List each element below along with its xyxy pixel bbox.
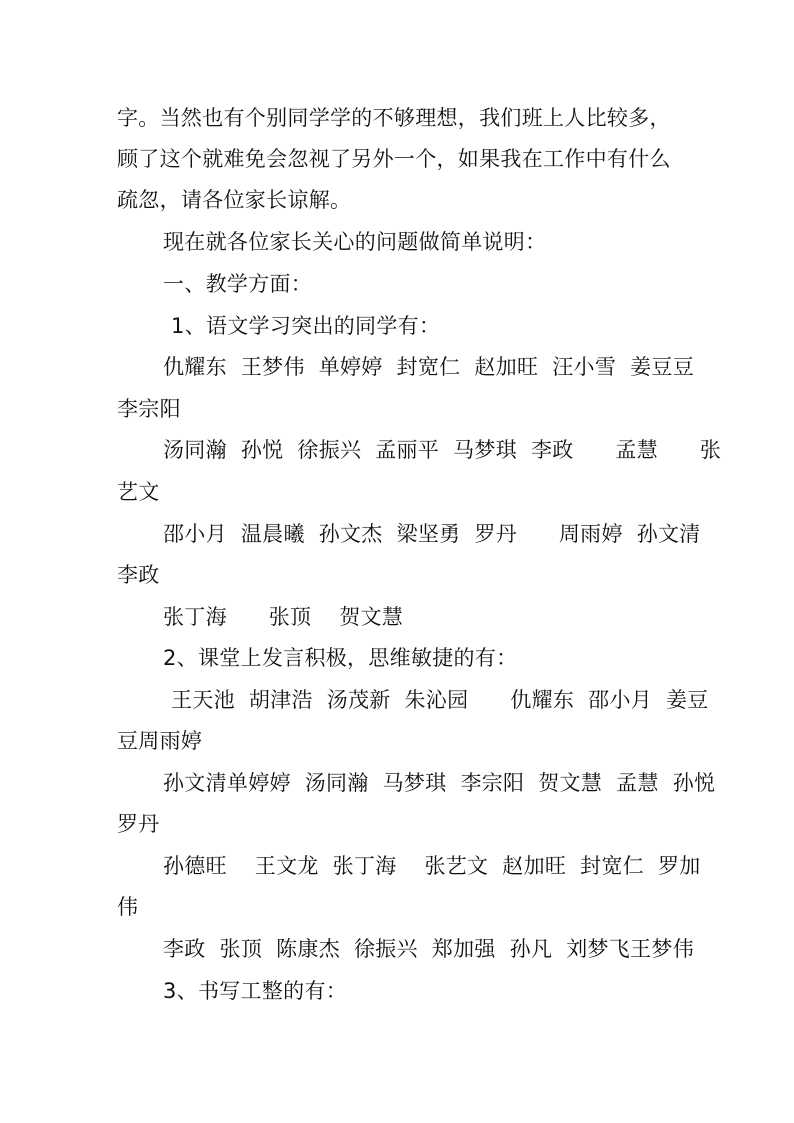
name-list-line: 伟 bbox=[117, 895, 139, 919]
text-line: 字。当然也有个别同学学的不够理想，我们班上人比较多， bbox=[117, 106, 671, 130]
name-list-line: 孙文清单婷婷 汤同瀚 马梦琪 李宗阳 贺文慧 孟慧 孙悦 bbox=[163, 771, 716, 795]
name-list-line: 王天池 胡津浩 汤茂新 朱沁园 仇耀东 邵小月 姜豆 bbox=[171, 688, 709, 712]
name-list-line: 孙德旺 王文龙 张丁海 张艺文 赵加旺 封宽仁 罗加 bbox=[163, 854, 701, 878]
name-list-line: 张丁海 张顶 贺文慧 bbox=[163, 605, 404, 629]
subsection-heading: 3、书写工整的有： bbox=[163, 979, 348, 1003]
text-line: 疏忽，请各位家长谅解。 bbox=[117, 188, 352, 212]
name-list-line: 李宗阳 bbox=[117, 397, 181, 421]
name-list-line: 汤同瀚 孙悦 徐振兴 孟丽平 马梦琪 李政 孟慧 张 bbox=[163, 438, 722, 462]
section-heading: 一、教学方面： bbox=[163, 272, 313, 296]
name-list-line: 罗丹 bbox=[117, 812, 160, 836]
name-list-line: 李政 bbox=[117, 563, 160, 587]
name-list-line: 艺文 bbox=[117, 480, 160, 504]
text-line: 现在就各位家长关心的问题做简单说明： bbox=[163, 230, 547, 254]
name-list-line: 豆周雨婷 bbox=[117, 729, 203, 753]
subsection-heading: 2、课堂上发言积极，思维敏捷的有： bbox=[163, 646, 518, 670]
name-list-line: 仇耀东 王梦伟 单婷婷 封宽仁 赵加旺 汪小雪 姜豆豆 bbox=[163, 355, 695, 379]
name-list-line: 邵小月 温晨曦 孙文杰 梁坚勇 罗丹 周雨婷 孙文清 bbox=[163, 522, 701, 546]
name-list-line: 李政 张顶 陈康杰 徐振兴 郑加强 孙凡 刘梦飞王梦伟 bbox=[163, 937, 695, 961]
subsection-heading: 1、语文学习突出的同学有： bbox=[171, 314, 441, 338]
text-line: 顾了这个就难免会忽视了另外一个，如果我在工作中有什么 bbox=[117, 147, 671, 171]
